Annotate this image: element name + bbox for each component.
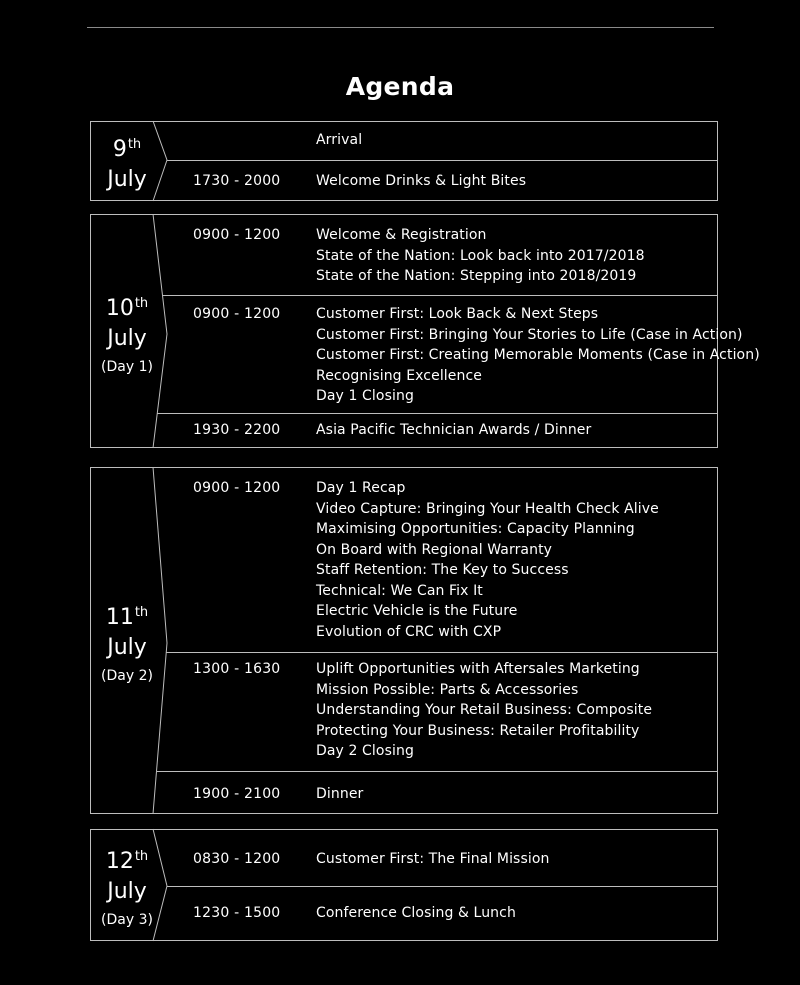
top-divider [87, 27, 714, 28]
date-day-number: 11 [105, 605, 134, 630]
day-block [90, 829, 718, 941]
date-day-suffix: th [134, 849, 149, 864]
session-divider [157, 413, 717, 414]
session-item: Understanding Your Retail Business: Composite [316, 702, 653, 718]
session-items [316, 171, 526, 192]
session-item: State of the Nation: Look back into 2017/2018 [316, 247, 645, 264]
date-day-suffix: th [127, 137, 142, 152]
session-divider [162, 295, 717, 296]
session-item: Arrival [316, 132, 363, 148]
session-item: Day 1 Closing [316, 388, 414, 404]
session-item: Electric Vehicle is the Future [316, 603, 518, 619]
session-time: 0900 - 1200 [193, 227, 281, 243]
session-row [91, 653, 717, 772]
session-item: Day 1 Recap [316, 480, 406, 496]
session-divider [157, 771, 717, 772]
session-item: Customer First: The Final Mission [316, 851, 550, 867]
session-time: 0830 - 1200 [193, 851, 281, 867]
session-time: 0900 - 1200 [193, 306, 281, 322]
session-items [316, 304, 760, 407]
day-number-label: (Day 1) [101, 359, 153, 375]
session-time: 1900 - 2100 [193, 786, 281, 802]
date-month: July [107, 326, 147, 351]
session-row [91, 468, 717, 653]
day-block [90, 467, 718, 814]
session-item: Conference Closing & Lunch [316, 905, 516, 921]
session-row [91, 215, 717, 296]
session-items [316, 225, 645, 287]
day-number-label: (Day 3) [101, 912, 153, 928]
day-block [90, 121, 718, 201]
session-item: Uplift Opportunities with Aftersales Marketing [316, 661, 640, 677]
session-item: Mission Possible: Parts & Accessories [316, 681, 579, 698]
session-items [316, 659, 652, 762]
day-number-label: (Day 2) [101, 668, 153, 684]
session-time: 1300 - 1630 [193, 661, 281, 677]
session-row [91, 414, 717, 449]
session-divider [167, 886, 717, 887]
session-item: On Board with Regional Warranty [316, 541, 553, 558]
session-time: 1930 - 2200 [193, 422, 281, 438]
session-items [316, 784, 363, 805]
session-row [91, 772, 717, 815]
session-item: Protecting Your Business: Retailer Profitability [316, 722, 640, 739]
session-items [316, 849, 549, 870]
session-row [91, 887, 717, 942]
date-day-number: 9 [112, 137, 127, 162]
date-month: July [107, 635, 147, 660]
session-row [91, 161, 717, 202]
date-month: July [107, 879, 147, 904]
session-row [91, 830, 717, 887]
session-time: 1730 - 2000 [193, 173, 281, 189]
session-time: 0900 - 1200 [193, 480, 281, 496]
date-month: July [107, 167, 147, 192]
session-item: Staff Retention: The Key to Success [316, 562, 569, 578]
session-item: Recognising Excellence [316, 367, 482, 384]
session-item: Maximising Opportunities: Capacity Planning [316, 521, 635, 537]
session-item: Customer First: Look Back & Next Steps [316, 306, 599, 322]
session-items [316, 478, 659, 642]
session-item: Customer First: Bringing Your Stories to Life (Case in Action) [316, 326, 743, 343]
date-day-number: 10 [105, 296, 134, 321]
session-item: Evolution of CRC with CXP [316, 623, 502, 640]
session-item: Asia Pacific Technician Awards / Dinner [316, 422, 592, 438]
session-row [91, 296, 760, 414]
session-item: Customer First: Creating Memorable Moments (Case in Action) [316, 347, 760, 363]
date-day-suffix: th [134, 296, 149, 311]
session-divider [167, 160, 717, 161]
page-title: Agenda [345, 72, 455, 101]
date-day-number: 12 [105, 849, 134, 874]
day-block [90, 214, 760, 448]
session-item: Welcome & Registration [316, 227, 487, 243]
session-items [316, 903, 516, 924]
session-time: 1230 - 1500 [193, 905, 281, 921]
session-row [91, 122, 717, 161]
session-divider [166, 652, 717, 653]
session-items [316, 420, 591, 441]
session-item: Day 2 Closing [316, 743, 414, 759]
session-item: Dinner [316, 786, 364, 802]
session-item: State of the Nation: Stepping into 2018/2019 [316, 268, 637, 284]
session-item: Technical: We Can Fix It [316, 582, 483, 599]
date-day-suffix: th [134, 605, 149, 620]
session-items [316, 130, 362, 151]
session-item: Welcome Drinks & Light Bites [316, 173, 527, 189]
session-item: Video Capture: Bringing Your Health Check Alive [316, 500, 659, 517]
